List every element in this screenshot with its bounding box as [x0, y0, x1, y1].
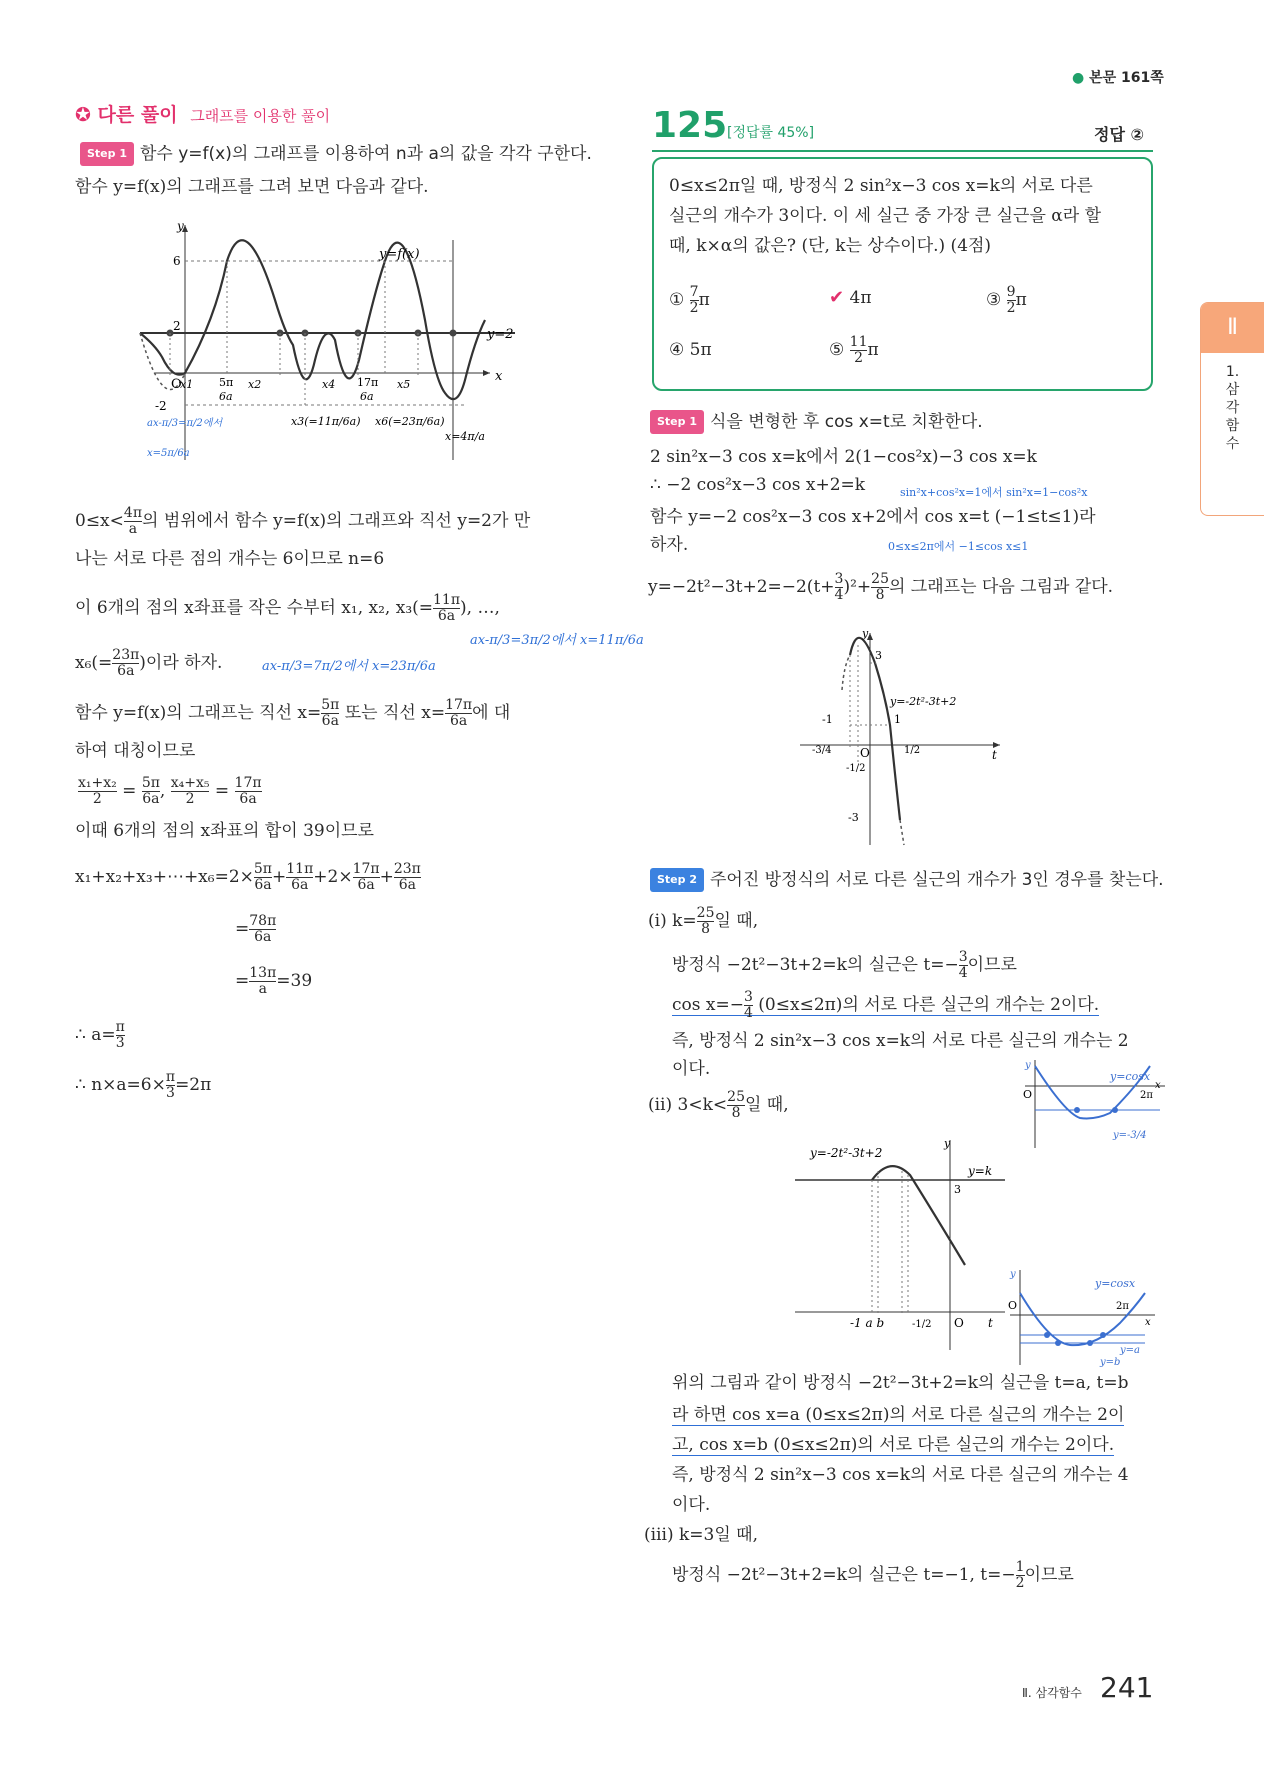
- g3-label: y=-2t²-3t+2: [810, 1146, 883, 1160]
- tab-label-1: 1.: [1225, 364, 1240, 380]
- graph-quadratic: [800, 625, 1010, 850]
- case-3-title: (ⅲ) k=3일 때,: [644, 1525, 758, 1545]
- correct-rate: [정답률 45%]: [727, 125, 815, 141]
- g2-label: y=cosx: [1110, 1070, 1151, 1083]
- g1-tick-neg12: -1/2: [846, 763, 866, 774]
- answer-label: 정답 ②: [1094, 125, 1145, 144]
- alt-solution-title: ✪ 다른 풀이 그래프를 이용한 풀이: [75, 104, 331, 126]
- g2-ylab: y=-3/4: [1113, 1130, 1147, 1141]
- tick-6a-2: 6a: [360, 390, 374, 403]
- g2-2pi: 2π: [1140, 1090, 1153, 1101]
- tab-label-2: 삼: [1225, 382, 1240, 398]
- graph-f-ylabel: y: [177, 220, 184, 233]
- tick-6a: 6a: [219, 390, 233, 403]
- g4-ya: y=a: [1120, 1345, 1140, 1356]
- divider: [652, 150, 1153, 152]
- tab-label-5: 수: [1225, 436, 1240, 452]
- choice-3[interactable]: ③ $\frac{9}{2}$ π: [986, 284, 1027, 316]
- g1-tlabel: t: [992, 748, 997, 762]
- g1-origin: O: [860, 746, 870, 760]
- page-number: 241: [1100, 1671, 1154, 1704]
- x3-label: x3(=11π/6a): [291, 415, 361, 428]
- step1-right-badge: Step 1: [650, 410, 704, 434]
- graph-f: [135, 220, 535, 470]
- graph-f-xlabel: x: [495, 369, 503, 384]
- left-p7: 이때 6개의 점의 x좌표의 합이 39이므로: [75, 821, 374, 841]
- tick-neg2: -2: [155, 399, 167, 413]
- x1-label: x1: [180, 378, 194, 391]
- result-a: ∴ a= $\frac{\pi}{3}$: [75, 1019, 125, 1051]
- case-1-title: (ⅰ) k= $\frac{25}{8}$ 일 때,: [648, 905, 759, 937]
- graph-f-label: y=f(x): [379, 247, 420, 262]
- graph-note-2: x=5π/6a: [147, 448, 190, 459]
- case-1-line-2: 방정식 −2t²−3t+2=k의 실근은 t=− $\frac{3}{4}$ 이므로: [672, 949, 1017, 981]
- case-2-line-6: 이다.: [672, 1495, 711, 1515]
- case-2-line-3: 라 하면 cos x=a (0≤x≤2π)의 서로 다른 실근의 개수는 2이: [672, 1405, 1125, 1425]
- g1-tick-neg1: -1: [822, 713, 833, 726]
- graph-cos-2: [1000, 1265, 1160, 1370]
- g1-tick-neg34: -3/4: [812, 745, 832, 756]
- choice-4[interactable]: ④ 5π: [669, 340, 712, 360]
- left-line-1: 함수 y=f(x)의 그래프를 그려 보면 다음과 같다.: [75, 177, 429, 197]
- g4-xlabel: x: [1145, 1317, 1151, 1328]
- note-4: ax-π/3=7π/2에서 x=23π/6a: [262, 659, 436, 674]
- case-1-line-5: 이다.: [672, 1059, 711, 1079]
- g1-tick-neg3: -3: [848, 811, 859, 824]
- case-3-line-2: 방정식 −2t²−3t+2=k의 실근은 t=−1, t=− $\frac{1}{2}$ 이므로: [672, 1559, 1074, 1591]
- g4-ylabel: y: [1010, 1269, 1016, 1280]
- g2-xlabel: x: [1155, 1080, 1161, 1091]
- case-2-line-2: 위의 그림과 같이 방정식 −2t²−3t+2=k의 실근을 t=a, t=b: [672, 1373, 1129, 1393]
- chapter-roman: Ⅱ: [1201, 303, 1264, 353]
- step1-right: Step 1 식을 변형한 후 cos x=t로 치환한다.: [650, 410, 983, 434]
- g1-label: y=-2t²-3t+2: [890, 695, 957, 708]
- left-p4: x₆(= $\frac{23\pi}{6a}$ )이라 하자.: [75, 647, 223, 679]
- g4-2pi: 2π: [1116, 1301, 1129, 1312]
- step2-badge: Step 2: [650, 868, 704, 892]
- tick-17pi: 17π: [357, 376, 379, 389]
- tick-6: 6: [173, 254, 181, 268]
- g3-ylabel: y: [944, 1137, 951, 1150]
- result-na: ∴ n×a=6× $\frac{\pi}{3}$ =2π: [75, 1069, 212, 1101]
- note-3: ax-π/3=3π/2에서 x=11π/6a: [470, 633, 644, 648]
- step2-right: Step 2 주어진 방정식의 서로 다른 실근의 개수가 3인 경우를 찾는다.: [650, 868, 1164, 892]
- step1-badge: Step 1: [80, 142, 134, 166]
- case-2-line-4: 고, cos x=b (0≤x≤2π)의 서로 다른 실근의 개수는 2이다.: [672, 1435, 1115, 1455]
- footer-chapter: Ⅱ. 삼각함수: [1022, 1686, 1082, 1700]
- left-p3: 이 6개의 점의 x좌표를 작은 수부터 x₁, x₂, x₃(= $\frac{11\pi}{6a}$ ), …,: [75, 592, 500, 624]
- question-line-2: 실근의 개수가 3이다. 이 세 실근 중 가장 큰 실근을 α라 할: [669, 206, 1102, 226]
- g3-origin: O: [954, 1316, 964, 1330]
- x4-label: x4: [322, 378, 336, 391]
- left-p1: 0≤x< $\frac{4\pi}{a}$ 의 범위에서 함수 y=f(x)의 그래프와 직선 y=2가 만: [75, 505, 531, 537]
- question-line-3: 때, k×α의 값은? (단, k는 상수이다.) (4점): [669, 236, 992, 256]
- circle-icon: ●: [1072, 70, 1085, 86]
- g3-ticks: -1 a b: [850, 1316, 885, 1330]
- case-2-title: (ⅱ) 3<k< $\frac{25}{8}$ 일 때,: [648, 1089, 789, 1121]
- sum-eq-3: = $\frac{13\pi}{a}$ =39: [235, 965, 313, 997]
- graph-quadratic-k: [790, 1135, 1018, 1350]
- right-r2: ∴ −2 cos²x−3 cos x+2=k: [650, 475, 866, 495]
- g2-origin: O: [1023, 1088, 1033, 1101]
- step1-text: 함수 y=f(x)의 그래프를 이용하여 n과 a의 값을 각각 구한다.: [140, 144, 592, 164]
- right-r4: 하자.: [650, 535, 689, 555]
- x5-label: x5: [397, 378, 411, 391]
- sum-eq-1: x₁+x₂+x₃+⋯+x₆=2× $\frac{5\pi}{6a}$ + $\frac{11\pi}{6a}$ +2× $\frac{17\pi}{6a}$ + $\frac{23\pi}{6a}$: [75, 861, 421, 893]
- left-p5: 함수 y=f(x)의 그래프는 직선 x= $\frac{5\pi}{6a}$ 또는 직선 x= $\frac{17\pi}{6a}$ 에 대: [75, 697, 511, 729]
- note-r4: 0≤x≤2π에서 −1≤cos x≤1: [888, 540, 1029, 553]
- tick-5pi: 5π: [219, 376, 234, 389]
- tab-label-3: 각: [1225, 400, 1240, 416]
- page-reference: ● 본문 161쪽: [1072, 70, 1164, 86]
- choice-1[interactable]: ① $\frac{7}{2}$ π: [669, 284, 710, 316]
- case-1-line-3: cos x=− $\frac{3}{4}$ (0≤x≤2π)의 서로 다른 실근의 개수는 2이다.: [672, 989, 1100, 1021]
- symmetry-eq: $\frac{\text{x₁+x₂}}{2}$ = $\frac{5\pi}{6a}$ , $\frac{\text{x₄+x₅}}{2}$ = $\frac{17\pi}{6a}$: [78, 775, 262, 807]
- tick-2: 2: [173, 319, 181, 333]
- left-p6: 하여 대칭이므로: [75, 741, 196, 761]
- x2-label: x2: [248, 378, 262, 391]
- graph-cos-1: [1015, 1058, 1165, 1148]
- g4-origin: O: [1008, 1299, 1018, 1312]
- sum-eq-2: = $\frac{78\pi}{6a}$: [235, 913, 277, 945]
- g1-tick-3: 3: [875, 649, 882, 662]
- origin-label: O: [171, 377, 182, 392]
- g1-tick-12: 1/2: [904, 745, 921, 756]
- g4-label: y=cosx: [1095, 1277, 1136, 1290]
- graph-note-1: ax-π/3=π/2에서: [147, 418, 223, 429]
- check-icon: ✔: [829, 287, 845, 308]
- g2-ylabel: y: [1025, 1060, 1031, 1071]
- g3-tick-3: 3: [954, 1183, 961, 1196]
- left-p2: 나는 서로 다른 점의 개수는 6이므로 n=6: [75, 549, 385, 569]
- right-r1: 2 sin²x−3 cos x=k에서 2(1−cos²x)−3 cos x=k: [650, 447, 1037, 467]
- problem-box: [652, 157, 1153, 391]
- question-line-1: 0≤x≤2π일 때, 방정식 2 sin²x−3 cos x=k의 서로 다른: [669, 176, 1093, 196]
- choice-2[interactable]: ✔ 4π: [829, 287, 872, 308]
- step1-line: [80, 142, 592, 166]
- side-tab: [1200, 302, 1264, 516]
- g3-yk: y=k: [968, 1164, 993, 1178]
- g3-tlabel: t: [988, 1316, 993, 1330]
- graph-line-label: y=2: [487, 327, 514, 342]
- case-2-line-5: 즉, 방정식 2 sin²x−3 cos x=k의 서로 다른 실근의 개수는 4: [672, 1465, 1129, 1485]
- tab-label-4: 함: [1225, 418, 1240, 434]
- g3-half: -1/2: [912, 1319, 932, 1330]
- xend-label: x=4π/a: [445, 430, 485, 443]
- right-r3: 함수 y=−2 cos²x−3 cos x+2에서 cos x=t (−1≤t≤1)라: [650, 507, 1096, 527]
- g1-ylabel: y: [862, 627, 869, 640]
- g4-yb: y=b: [1100, 1357, 1121, 1368]
- case-1-line-4: 즉, 방정식 2 sin²x−3 cos x=k의 서로 다른 실근의 개수는 2: [672, 1031, 1129, 1051]
- right-r5: y=−2t²−3t+2=−2(t+ $\frac{3}{4}$ )²+ $\frac{25}{8}$ 의 그래프는 다음 그림과 같다.: [648, 571, 1114, 603]
- note-r2: sin²x+cos²x=1에서 sin²x=1−cos²x: [900, 486, 1088, 499]
- problem-number: 125: [652, 105, 728, 146]
- x6-label: x6(=23π/6a): [375, 415, 445, 428]
- g1-tick-1: 1: [894, 713, 901, 726]
- choice-5[interactable]: ⑤ $\frac{11}{2}$ π: [829, 334, 879, 366]
